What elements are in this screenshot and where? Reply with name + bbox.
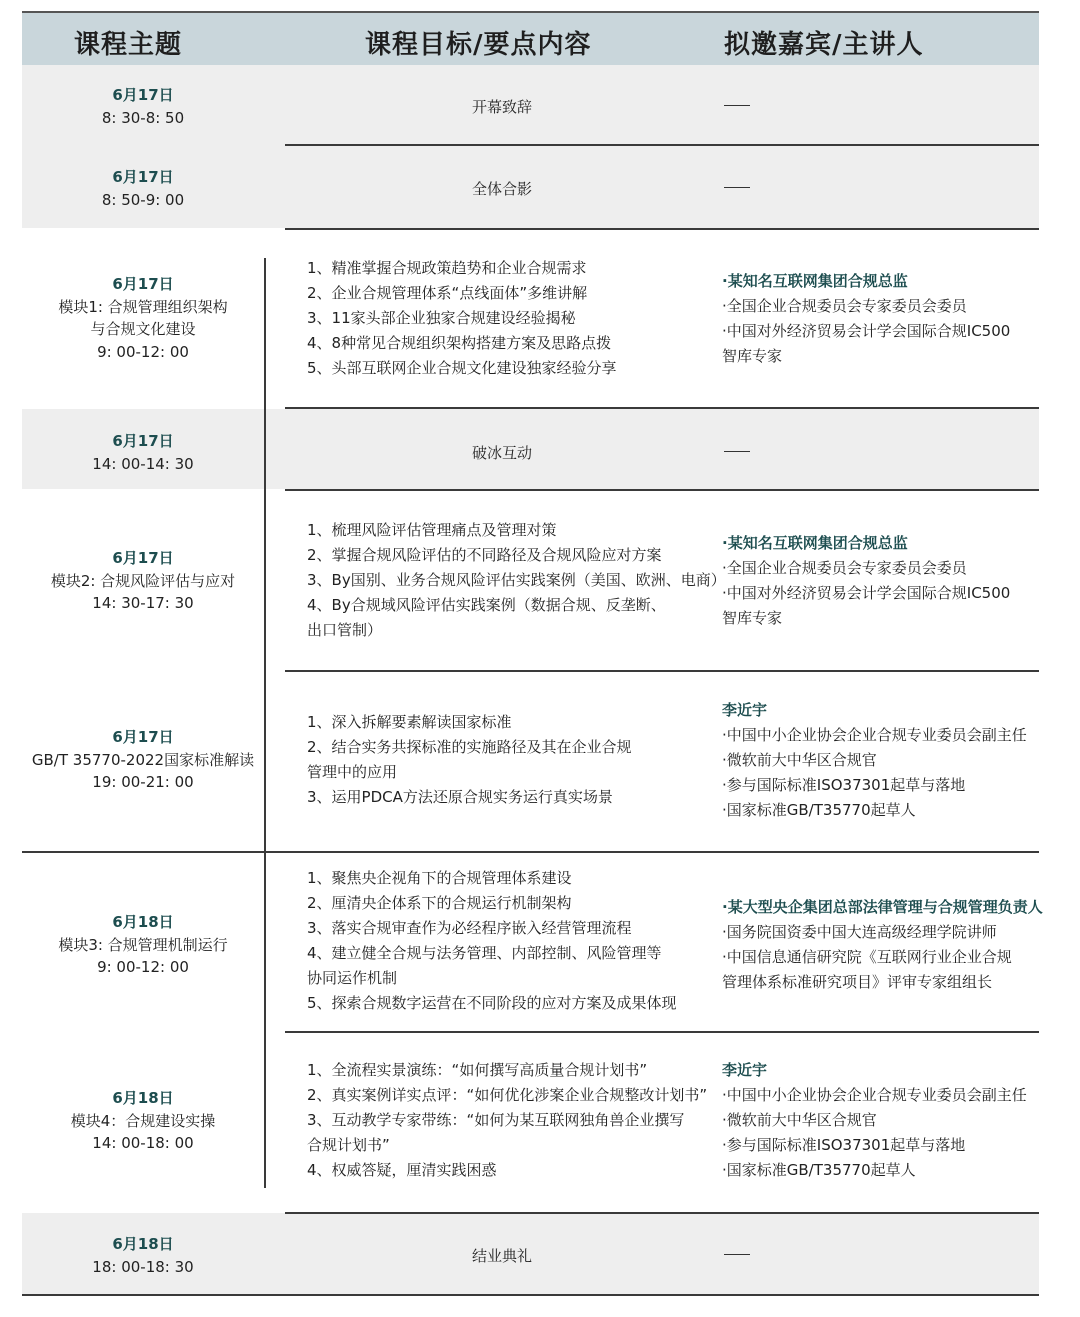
speaker-name: ·某大型央企集团总部法律管理与合规管理负责人 — [722, 898, 1043, 916]
time: 8: 30-8: 50 — [101, 108, 185, 127]
table-bottom-border — [22, 1294, 1039, 1296]
speaker-line: ·中国对外经济贸易会计学会国际合规IC500 — [722, 584, 1011, 602]
date: 6月18日 — [112, 913, 174, 931]
time: 9: 00-12: 00 — [97, 958, 189, 976]
date: 6月18日 — [112, 1235, 174, 1253]
row-photo-content: 全体合影 — [471, 180, 532, 198]
list-item: 5、探索合规数字运营在不同阶段的应对方案及成果体现 — [307, 994, 677, 1012]
module-title-line2: 与合规文化建设 — [90, 320, 196, 338]
list-item: 1、梳理风险评估管理痛点及管理对策 — [307, 521, 557, 539]
row-divider — [285, 144, 1039, 146]
list-item: 4、权威答疑，厘清实践困惑 — [307, 1161, 497, 1179]
speaker-line: ·中国对外经济贸易会计学会国际合规IC500 — [722, 322, 1011, 340]
table-header — [22, 11, 1039, 67]
speaker-line: ·国务院国资委中国大连高级经理学院讲师 — [722, 923, 997, 941]
speaker-line: ·微软前大中华区合规官 — [722, 751, 877, 769]
date: 6月18日 — [112, 1089, 174, 1107]
speaker-line: 管理体系标准研究项目》评审专家组组长 — [722, 973, 993, 991]
speaker-line: 智库专家 — [722, 347, 783, 365]
speaker-none-dash — [724, 187, 750, 188]
row-opening-content: 开幕致辞 — [471, 98, 532, 116]
row-divider — [285, 670, 1039, 672]
date: 6月17日 — [112, 168, 174, 186]
row-module3-content — [307, 866, 719, 1016]
speaker-line: ·国家标准GB/T35770起草人 — [722, 801, 916, 819]
row-divider — [285, 407, 1039, 409]
list-item: 4、8种常见合规组织架构搭建方案及思路点拨 — [307, 334, 612, 352]
row-closing-topic — [22, 1233, 264, 1278]
list-item: 2、厘清央企体系下的合规运行机制架构 — [307, 894, 572, 912]
speaker-line: ·微软前大中华区合规官 — [722, 1111, 877, 1129]
row-closing-content: 结业典礼 — [471, 1247, 532, 1265]
speaker-line: ·国家标准GB/T35770起草人 — [722, 1161, 916, 1179]
time: 8: 50-9: 00 — [101, 190, 185, 209]
row-divider — [285, 489, 1039, 491]
row-divider — [285, 1212, 1039, 1214]
list-item: 2、结合实务共探标准的实施路径及其在企业合规 — [307, 738, 632, 756]
list-item: 3、By国别、业务合规风险评估实践案例（美国、欧洲、电商） — [307, 571, 726, 589]
speaker-line: ·全国企业合规委员会专家委员会委员 — [722, 559, 967, 577]
list-item: 合规计划书” — [307, 1136, 390, 1154]
speaker-line: ·参与国际标准ISO37301起草与落地 — [722, 1136, 966, 1154]
day-divider — [22, 851, 1039, 853]
speaker-none-dash — [724, 105, 750, 106]
date: 6月17日 — [112, 728, 174, 746]
header-speaker: 拟邀嘉宾/主讲人 — [724, 30, 924, 60]
row-module2-topic — [22, 547, 264, 615]
date: 6月17日 — [112, 549, 174, 567]
list-item: 4、建立健全合规与法务管理、内部控制、风险管理等 — [307, 944, 662, 962]
list-item: 1、精准掌握合规政策趋势和企业合规需求 — [307, 259, 587, 277]
list-item: 3、运用PDCA方法还原合规实务运行真实场景 — [307, 788, 613, 806]
list-item: 1、全流程实景演练：“如何撰写高质量合规计划书” — [307, 1061, 648, 1079]
row-module4-topic — [22, 1087, 264, 1155]
row-standard-topic — [22, 726, 264, 794]
speaker-name: ·某知名互联网集团合规总监 — [722, 534, 908, 552]
speaker-line: ·中国中小企业协会企业合规专业委员会副主任 — [722, 1086, 1027, 1104]
list-item: 5、头部互联网企业合规文化建设独家经验分享 — [307, 359, 617, 377]
row-module2-content — [307, 518, 726, 643]
row-module4-content — [307, 1058, 719, 1183]
time: 9: 00-12: 00 — [97, 342, 189, 361]
row-module4-speaker — [722, 1058, 1072, 1183]
row-icebreak-content: 破冰互动 — [471, 444, 532, 462]
row-module3-topic — [22, 911, 264, 979]
list-item: 3、落实合规审查作为必经程序嵌入经营管理流程 — [307, 919, 632, 937]
list-item: 协同运作机制 — [307, 969, 398, 987]
row-standard-speaker — [722, 698, 1072, 823]
list-item: 2、掌握合规风险评估的不同路径及合规风险应对方案 — [307, 546, 662, 564]
time: 14: 00-14: 30 — [92, 454, 194, 473]
header-topic: 课程主题 — [74, 30, 183, 60]
row-module1-topic — [22, 273, 264, 363]
list-item: 管理中的应用 — [307, 763, 398, 781]
module-title: 模块2: 合规风险评估与应对 — [50, 571, 236, 590]
header-content: 课程目标/要点内容 — [365, 30, 592, 60]
list-item: 4、By合规域风险评估实践案例（数据合规、反垄断、 — [307, 596, 666, 614]
row-module1-speaker — [722, 269, 1072, 369]
time: 18: 00-18: 30 — [92, 1257, 194, 1276]
column-divider — [264, 258, 266, 1188]
speaker-line: ·中国中小企业协会企业合规专业委员会副主任 — [722, 726, 1027, 744]
row-module1-content — [307, 256, 719, 381]
list-item: 2、真实案例详实点评：“如何优化涉案企业合规整改计划书” — [307, 1086, 708, 1104]
module-title: 模块4：合规建设实操 — [70, 1111, 216, 1130]
time: 14: 30-17: 30 — [92, 594, 194, 612]
speaker-none-dash — [724, 451, 750, 452]
list-item: 2、企业合规管理体系“点线面体”多维讲解 — [307, 284, 588, 302]
list-item: 1、深入拆解要素解读国家标准 — [307, 713, 512, 731]
list-item: 出口管制） — [307, 621, 383, 639]
date: 6月17日 — [112, 432, 174, 450]
list-item: 3、11家头部企业独家合规建设经验揭秘 — [307, 309, 576, 327]
speaker-line: ·中国信息通信研究院《互联网行业企业合规 — [722, 948, 1012, 966]
row-opening-topic — [22, 84, 264, 129]
speaker-line: 智库专家 — [722, 609, 783, 627]
date: 6月17日 — [112, 86, 174, 104]
speaker-line: ·全国企业合规委员会专家委员会委员 — [722, 297, 967, 315]
row-standard-content — [307, 710, 719, 810]
speaker-name: ·某知名互联网集团合规总监 — [722, 272, 908, 290]
row-photo-topic — [22, 166, 264, 211]
speaker-name: 李近宇 — [722, 701, 768, 719]
row-icebreak-topic — [22, 430, 264, 475]
row-module2-speaker — [722, 531, 1072, 631]
module-title: GB/T 35770-2022国家标准解读 — [31, 750, 255, 769]
speaker-name: 李近宇 — [722, 1061, 768, 1079]
list-item: 1、聚焦央企视角下的合规管理体系建设 — [307, 869, 572, 887]
speaker-line: ·参与国际标准ISO37301起草与落地 — [722, 776, 966, 794]
list-item: 3、互动教学专家带练：“如何为某互联网独角兽企业撰写 — [307, 1111, 685, 1129]
module-title: 模块1: 合规管理组织架构 — [58, 297, 228, 316]
date: 6月17日 — [112, 275, 174, 293]
module-title: 模块3: 合规管理机制运行 — [58, 935, 228, 954]
time: 14: 00-18: 00 — [92, 1134, 194, 1152]
speaker-none-dash — [724, 1254, 750, 1255]
row-module3-speaker — [722, 895, 1077, 995]
row-divider — [285, 228, 1039, 230]
row-divider — [285, 1031, 1039, 1033]
time: 19: 00-21: 00 — [92, 773, 194, 791]
